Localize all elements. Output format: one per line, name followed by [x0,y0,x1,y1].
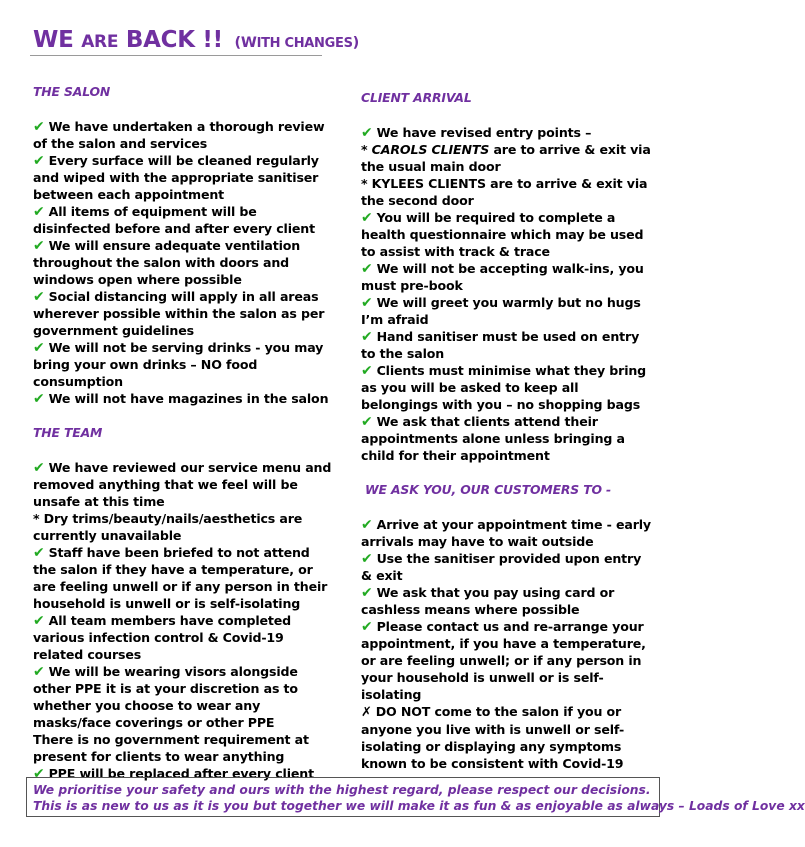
note-text: * Dry trims/beauty/nails/aesthetics are currently unavailable [33,511,303,543]
list-item: ✔ We will not be serving drinks - you may bring your own drinks – NO food consumption [33,340,324,389]
list-item: ✔ We will ensure adequate ventilation throughout the salon with doors and windows open where possible [33,238,301,287]
checkmark-icon: ✔ [33,545,45,561]
checkmark-icon: ✔ [33,460,45,476]
list-item: ✔ We will not be accepting walk-ins, you must pre-book [361,261,644,293]
list-item: ✔ Please contact us and re-arrange your appointment, if you have a temperature, or are feeling unwell; or if any person in your household is unwell or is self-isolating [361,619,646,702]
checkmark-icon: ✔ [33,153,45,169]
customers-list [361,516,655,772]
checkmark-icon: ✔ [33,204,45,220]
list-item: ✔ Hand sanitiser must be used on entry to the salon [361,329,640,361]
checkmark-icon: ✔ [361,210,373,226]
arrival-heading: CLIENT ARRIVAL [361,90,472,105]
list-item: ✔ Clients must minimise what they bring as you will be asked to keep all belongings with you – no shopping bags [361,363,647,412]
checkmark-icon: ✔ [361,619,373,635]
note-text: * KYLEES CLIENTS are to arrive & exit via the second door [361,176,648,208]
list-item: ✔ Staff have been briefed to not attend the salon if they have a temperature, or are feeling unwell or if any person in their household is unwell or is self-isolating [33,545,328,611]
list-item: ✔ Use the sanitiser provided upon entry & exit [361,551,642,583]
cross-icon: ✗ [361,705,372,720]
list-item: ✔ Social distancing will apply in all areas wherever possible within the salon as per government guidelines [33,289,325,338]
checkmark-icon: ✔ [361,295,373,311]
checkmark-icon: ✔ [33,391,45,407]
checkmark-icon: ✔ [361,125,373,141]
list-item: ✔ All items of equipment will be disinfected before and after every client [33,204,315,236]
footer-line: This is as new to us as it is you but together we will make it as fun & as enjoyable as always – Loads of Love xx [33,799,805,813]
checkmark-icon: ✔ [361,551,373,567]
right-column [361,89,655,772]
left-column [33,83,333,782]
salon-heading: THE SALON [33,84,111,99]
checkmark-icon: ✔ [361,363,373,379]
checkmark-icon: ✔ [361,517,373,533]
salon-list [33,118,333,407]
list-item: ✔ We will not have magazines in the salon [33,391,329,407]
checkmark-icon: ✔ [33,289,45,305]
checkmark-icon: ✔ [33,766,45,782]
customers-heading: WE ASK YOU, OUR CUSTOMERS TO - [365,482,612,497]
list-item: ✔ We ask that clients attend their appointments alone unless bringing a child for their appointment [361,414,625,463]
footer-line: We prioritise your safety and ours with the highest regard, please respect our decisions. [33,783,651,797]
list-item: ✔ PPE will be replaced after every client [33,766,314,782]
footer-box [26,777,805,817]
page-title: WE ARE BACK !! (WITH CHANGES) [33,27,359,53]
list-item: ✔ All team members have completed various infection control & Covid-19 related courses [33,613,291,662]
arrival-list [361,124,655,464]
list-item: ✔ We will be wearing visors alongside other PPE it is at your discretion as to whether you choose to wear any masks/face coverings or other PPE [33,664,298,730]
list-item: ✔ We ask that you pay using card or cashless means where possible [361,585,615,617]
note-text: * CAROLS CLIENTS are to arrive & exit via the usual main door [361,142,651,174]
list-item: ✔ Arrive at your appointment time - early arrivals may have to wait outside [361,517,651,549]
list-item: ✗ DO NOT come to the salon if you or anyone you live with is unwell or self-isolating or displaying any symptoms known to be consistent with Covid-19 [361,704,625,771]
checkmark-icon: ✔ [361,261,373,277]
team-list [33,459,333,782]
checkmark-icon: ✔ [361,414,373,430]
checkmark-icon: ✔ [33,119,45,135]
list-item: ✔ We have revised entry points – [361,125,592,141]
list-item: ✔ We have undertaken a thorough review of the salon and services [33,119,325,151]
title-underline [30,55,322,56]
checkmark-icon: ✔ [33,664,45,680]
checkmark-icon: ✔ [361,585,373,601]
list-item: ✔ We have reviewed our service menu and removed anything that we feel will be unsafe at this time [33,460,332,509]
list-item: ✔ Every surface will be cleaned regularly and wiped with the appropriate sanitiser between each appointment [33,153,319,202]
team-heading: THE TEAM [33,425,103,440]
list-item: ✔ We will greet you warmly but no hugs I’m afraid [361,295,641,327]
list-item: ✔ You will be required to complete a health questionnaire which may be used to assist with track & trace [361,210,644,259]
note-text: There is no government requirement at present for clients to wear anything [33,732,309,764]
checkmark-icon: ✔ [33,340,45,356]
checkmark-icon: ✔ [33,613,45,629]
checkmark-icon: ✔ [361,329,373,345]
checkmark-icon: ✔ [33,238,45,254]
